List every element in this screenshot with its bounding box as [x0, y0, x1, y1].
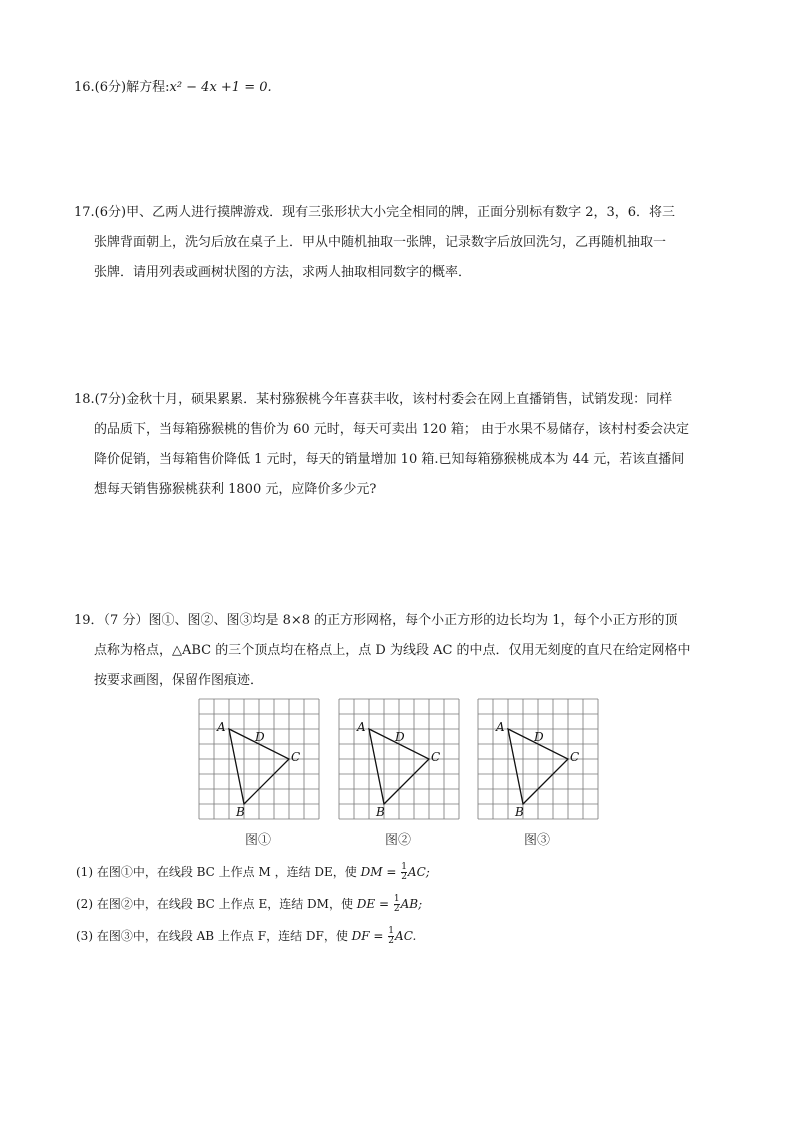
q17-line-2: 张牌背面朝上，洗匀后放在桌子上．甲从中随机抽取一张牌，记录数字后放回洗匀，乙再随机抽取一	[94, 235, 667, 250]
vertex-label-a: A	[357, 720, 366, 734]
figure-2-caption: 图②	[384, 833, 411, 848]
q19-sub-3: (3) 在图③中，在线段 AB 上作点 F，连结 DF，使 DF = $\frac{1}{2}$ AC.	[76, 926, 417, 946]
q18-line-2: 的品质下，当每箱猕猴桃的售价为 60 元时，每天可卖出 120 箱； 由于水果不易储存，该村村委会决定	[94, 422, 690, 437]
figure-1-grid	[196, 696, 320, 826]
fraction-half: $\frac{1}{2}$	[393, 894, 400, 914]
q19-line-1: 19．（7 分）图①、图②、图③均是 8×8 的正方形网格，每个小正方形的边长均为 1，每个小正方形的顶	[74, 613, 678, 628]
fraction-half: $\frac{1}{2}$	[388, 926, 395, 946]
fraction-half: $\frac{1}{2}$	[401, 862, 407, 882]
q16-label: 16.(6分)解方程:	[74, 80, 170, 95]
midpoint-label-d: D	[534, 730, 544, 744]
q19-line-3: 按要求画图，保留作图痕迹．	[94, 673, 264, 688]
question-19	[74, 606, 724, 696]
q19-sub-2: (2) 在图②中，在线段 BC 上作点 E，连结 DM，使 DE = $\frac{1}{2}$ AB;	[76, 894, 423, 914]
figure-3-caption: 图③	[523, 833, 550, 848]
q17-line-3: 张牌．请用列表或画树状图的方法，求两人抽取相同数字的概率．	[94, 265, 472, 280]
question-17	[74, 198, 724, 288]
vertex-label-c: C	[431, 750, 441, 764]
q19-sub-1: (1) 在图①中，在线段 BC 上作点 M ，连结 DE，使 DM = $\frac{1}{2}$ AC;	[76, 862, 430, 882]
question-16	[74, 73, 724, 103]
figure-1-caption: 图①	[244, 833, 271, 848]
figure-2-grid	[336, 696, 460, 826]
vertex-label-a: A	[496, 720, 505, 734]
vertex-label-c: C	[570, 750, 580, 764]
midpoint-label-d: D	[395, 730, 405, 744]
vertex-label-b: B	[236, 805, 245, 819]
vertex-label-c: C	[291, 750, 301, 764]
q17-line-1: 17.(6分)甲、乙两人进行摸牌游戏．现有三张形状大小完全相同的牌，正面分别标有数字 2，3，6．将三	[74, 205, 676, 220]
midpoint-label-d: D	[255, 730, 265, 744]
figure-3-grid	[475, 696, 599, 826]
q16-equation: x² − 4x +1 = 0.	[169, 80, 272, 95]
question-18	[74, 385, 724, 505]
figure-1	[196, 696, 320, 856]
figure-3	[475, 696, 599, 856]
q18-line-3: 降价促销，当每箱售价降低 1 元时，每天的销量增加 10 箱.已知每箱猕猴桃成本为 44 元，若该直播间	[94, 452, 685, 467]
vertex-label-b: B	[515, 805, 524, 819]
vertex-label-b: B	[376, 805, 385, 819]
grid-figures	[196, 696, 600, 856]
q19-line-2: 点称为格点，△ABC 的三个顶点均在格点上，点 D 为线段 AC 的中点．仅用无刻度的直尺在给定网格中	[94, 643, 691, 658]
q18-line-4: 想每天销售猕猴桃获利 1800 元，应降价多少元?	[94, 482, 377, 497]
figure-2	[336, 696, 460, 856]
vertex-label-a: A	[217, 720, 226, 734]
q18-line-1: 18.(7分)金秋十月，硕果累累．某村猕猴桃今年喜获丰收，该村村委会在网上直播销售，试销发现：同样	[74, 392, 673, 407]
